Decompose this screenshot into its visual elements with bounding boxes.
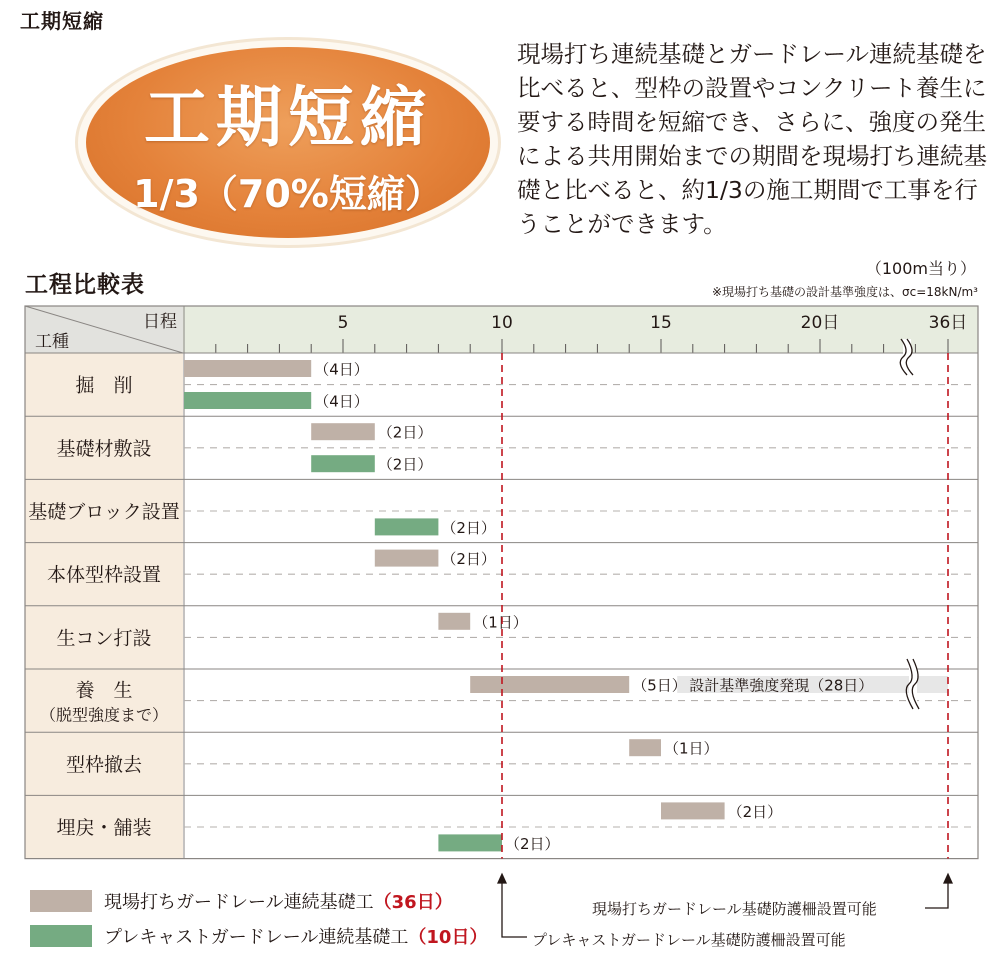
curing-extension-label: 設計基準強度発現（28日） [689, 676, 874, 695]
milestone-label-precast: プレキャストガードレール基礎防護柵設置可能 [532, 931, 846, 949]
bar-label: （2日） [505, 834, 560, 853]
bar-label: （4日） [314, 392, 369, 411]
bar-label: （2日） [441, 550, 496, 569]
milestone-arrowhead-cast [943, 873, 953, 884]
task-label: 生コン打設 [56, 627, 152, 650]
task-label: 掘 削 [75, 374, 133, 397]
axis-label-5: 5 [337, 313, 349, 333]
bar-precast [375, 518, 439, 535]
bar-label: （2日） [727, 802, 783, 821]
bar-label: （1日） [664, 739, 719, 758]
header-task-label: 工種 [35, 332, 69, 352]
task-label: 型枠撤去 [65, 753, 143, 776]
legend-swatch-precast [30, 925, 92, 947]
axis-label-20: 20日 [800, 313, 840, 333]
milestone-arrow-cast [925, 883, 948, 908]
milestone-arrowhead-precast [497, 873, 507, 884]
task-label: 埋戻・舗装 [56, 817, 152, 839]
axis-label-15: 15 [650, 313, 672, 333]
task-label: 基礎材敷設 [56, 437, 152, 460]
bar-label: （2日） [441, 518, 496, 537]
legend-days-precast: （10日） [408, 927, 488, 948]
task-label: 基礎ブロック設置 [28, 501, 180, 523]
milestone-label-cast: 現場打ちガードレール基礎防護柵設置可能 [592, 900, 877, 918]
bar-cast [311, 423, 375, 440]
bar-label: （5日） [632, 676, 687, 695]
task-label: 本体型枠設置 [46, 564, 162, 587]
bar-cast [438, 613, 470, 630]
bar-label: （1日） [473, 613, 528, 632]
table-title: 工程比較表 [25, 272, 145, 298]
bar-precast [438, 834, 502, 851]
bar-cast [184, 360, 311, 377]
header-day-label: 日程 [143, 312, 177, 332]
axis-label-10: 10 [491, 313, 513, 333]
bar-precast [311, 455, 375, 472]
bar-label: （2日） [377, 455, 433, 474]
unit-label: （100m当り） [865, 259, 976, 278]
legend-label-cast: 現場打ちガードレール連続基礎工 [104, 892, 374, 913]
legend-days-cast: （36日） [373, 892, 453, 913]
hero-subtitle: 1/3（70%短縮） [133, 172, 443, 216]
hero-title: 工期短縮 [144, 79, 432, 156]
bar-precast [184, 392, 311, 409]
description-text: 現場打ち連続基礎とガードレール連続基礎を比べると、型枠の設置やコンクリート養生に要する時間を短縮でき、さらに、強度の発生による共用開始までの期間を現場打ち連続基礎と比べると、約1/3の施工期間で工事を行うことができます。 [517, 40, 987, 238]
bar-label: （2日） [377, 423, 433, 442]
task-label: 養 生 [75, 679, 133, 702]
page-title: 工期短縮 [20, 9, 104, 33]
bar-cast [470, 676, 629, 693]
bar-label: （4日） [314, 360, 369, 379]
bar-cast [661, 802, 725, 819]
bar-cast [375, 550, 439, 567]
legend-label-precast: プレキャストガードレール連続基礎工 [104, 927, 409, 948]
legend-swatch-cast [30, 890, 92, 912]
strength-note: ※現場打ち基礎の設計基準強度は、σc=18kN/m³ [711, 285, 978, 299]
bar-cast [629, 739, 661, 756]
task-label-sub: （脱型強度まで） [39, 705, 169, 725]
axis-label-36: 36日 [928, 313, 968, 333]
milestone-arrow-precast [502, 883, 527, 937]
